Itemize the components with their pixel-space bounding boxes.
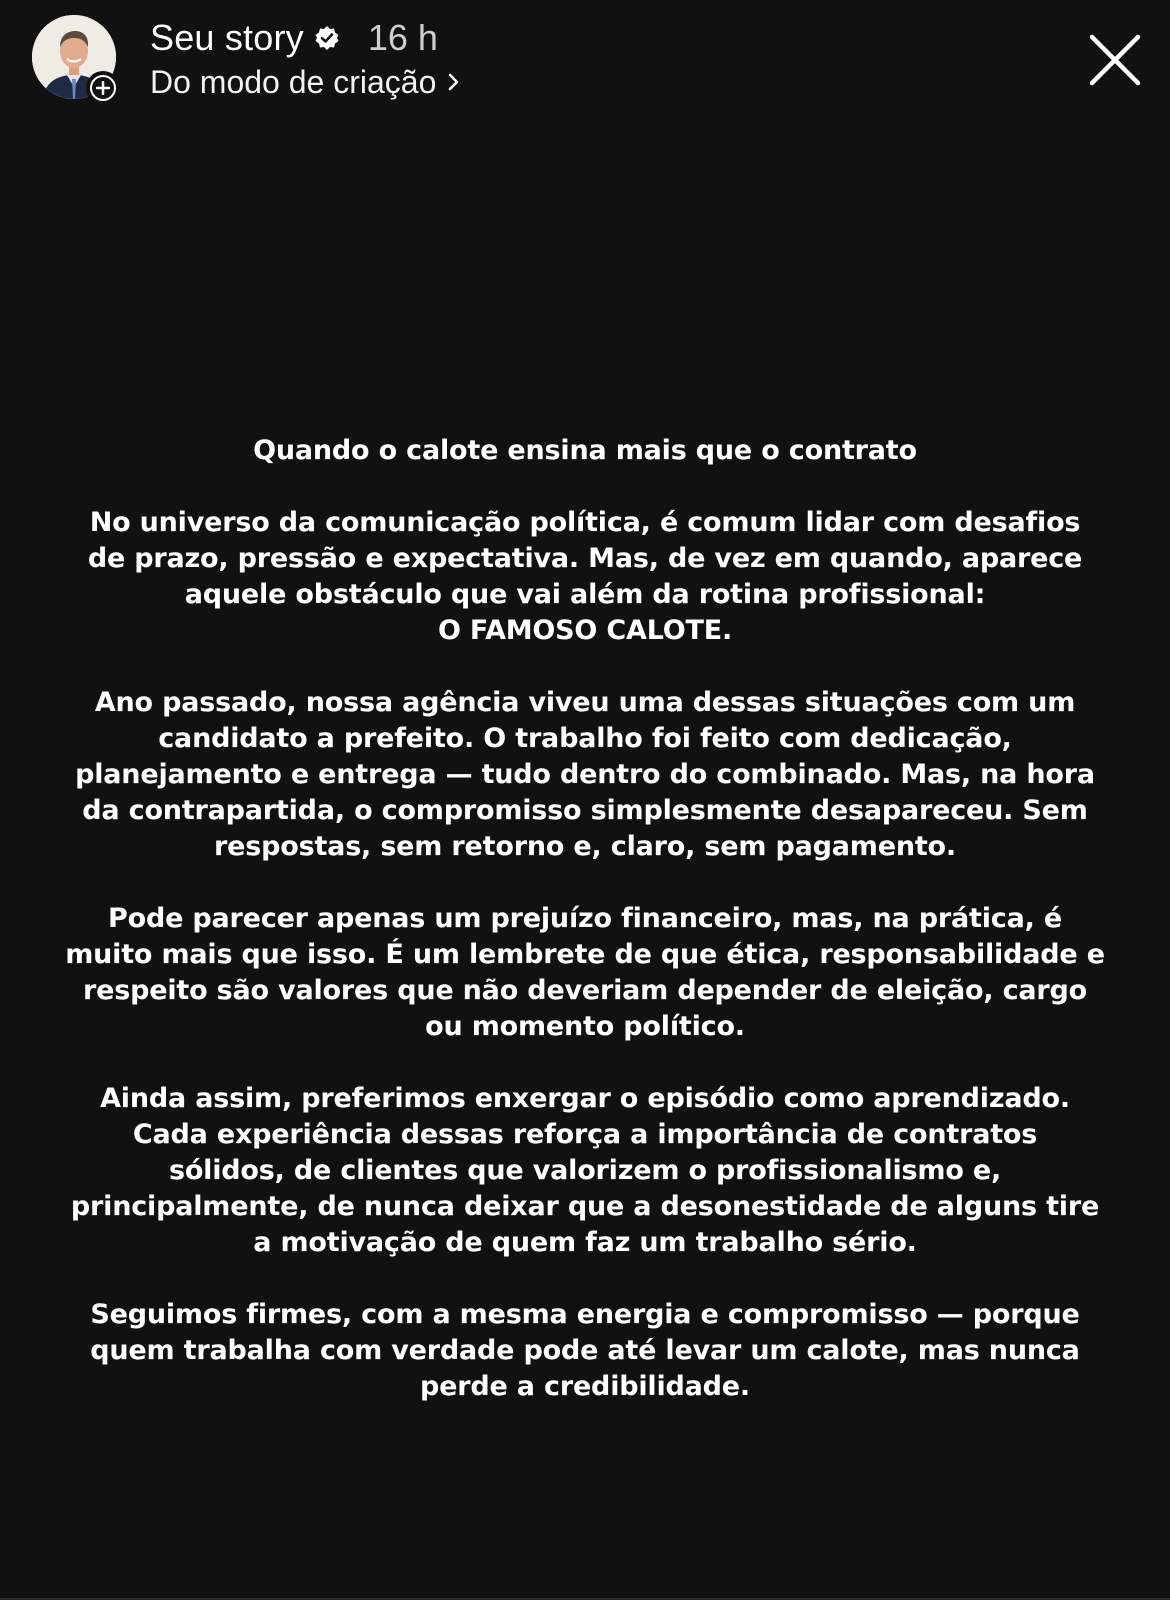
text-line: candidato a prefeito. O trabalho foi feito com dedicação,	[158, 723, 1012, 754]
text-line: de prazo, pressão e expectativa. Mas, de vez em quando, aparece	[87, 543, 1083, 574]
post-heading	[40, 433, 1130, 469]
text-line: respeito são valores que não deveriam depender de eleição, cargo	[82, 975, 1087, 1006]
text-line: Pode parecer apenas um prejuízo financeiro, mas, na prática, é	[108, 903, 1062, 934]
text-line: ou momento político.	[425, 1011, 745, 1042]
verified-badge-icon	[314, 25, 340, 51]
text-line: O FAMOSO CALOTE.	[437, 615, 733, 646]
chevron-right-icon	[446, 70, 462, 94]
story-text	[40, 433, 1130, 1441]
text-line: quem trabalha com verdade pode até levar um calote, mas nunca	[90, 1335, 1080, 1366]
story-title: Seu story	[150, 17, 304, 58]
text-line: a motivação de quem faz um trabalho sério.	[253, 1227, 917, 1258]
plus-circle-icon	[90, 75, 116, 101]
text-line: No universo da comunicação política, é comum lidar com desafios	[89, 507, 1081, 538]
paragraph-3	[40, 901, 1130, 1045]
story-title-row	[150, 16, 438, 60]
paragraph-5	[40, 1297, 1130, 1405]
paragraph-1	[40, 505, 1130, 649]
text-line: respostas, sem retorno e, claro, sem pagamento.	[214, 831, 956, 862]
add-story-button[interactable]	[86, 71, 120, 105]
text-line: Ano passado, nossa agência viveu uma dessas situações com um	[94, 687, 1076, 718]
text-line: principalmente, de nunca deixar que a desonestidade de alguns tire	[70, 1191, 1100, 1222]
text-line: Cada experiência dessas reforça a importância de contratos	[132, 1119, 1038, 1150]
story-header	[0, 0, 1170, 110]
text-line: da contrapartida, o compromisso simplesmente desapareceu. Sem	[82, 795, 1088, 826]
paragraph-2	[40, 685, 1130, 865]
text-line: aquele obstáculo que vai além da rotina profissional:	[184, 579, 986, 610]
avatar-button[interactable]	[32, 15, 116, 99]
text-line: Seguimos firmes, com a mesma energia e compromisso — porque	[90, 1299, 1080, 1330]
story-time: 16 h	[367, 17, 438, 58]
creation-mode-link[interactable]	[150, 62, 462, 102]
text-line: Ainda assim, preferimos enxergar o episódio como aprendizado.	[100, 1083, 1070, 1114]
close-icon	[1088, 33, 1142, 87]
text-line: perde a credibilidade.	[420, 1371, 750, 1402]
creation-mode-label: Do modo de criação	[150, 63, 437, 100]
post-heading-text: Quando o calote ensina mais que o contrato	[253, 435, 917, 466]
close-button[interactable]	[1088, 33, 1142, 87]
text-line: muito mais que isso. É um lembrete de que ética, responsabilidade e	[65, 939, 1105, 970]
paragraph-4	[40, 1081, 1130, 1261]
text-line: planejamento e entrega — tudo dentro do combinado. Mas, na hora	[75, 759, 1095, 790]
text-line: sólidos, de clientes que valorizem o profissionalismo e,	[168, 1155, 1002, 1186]
